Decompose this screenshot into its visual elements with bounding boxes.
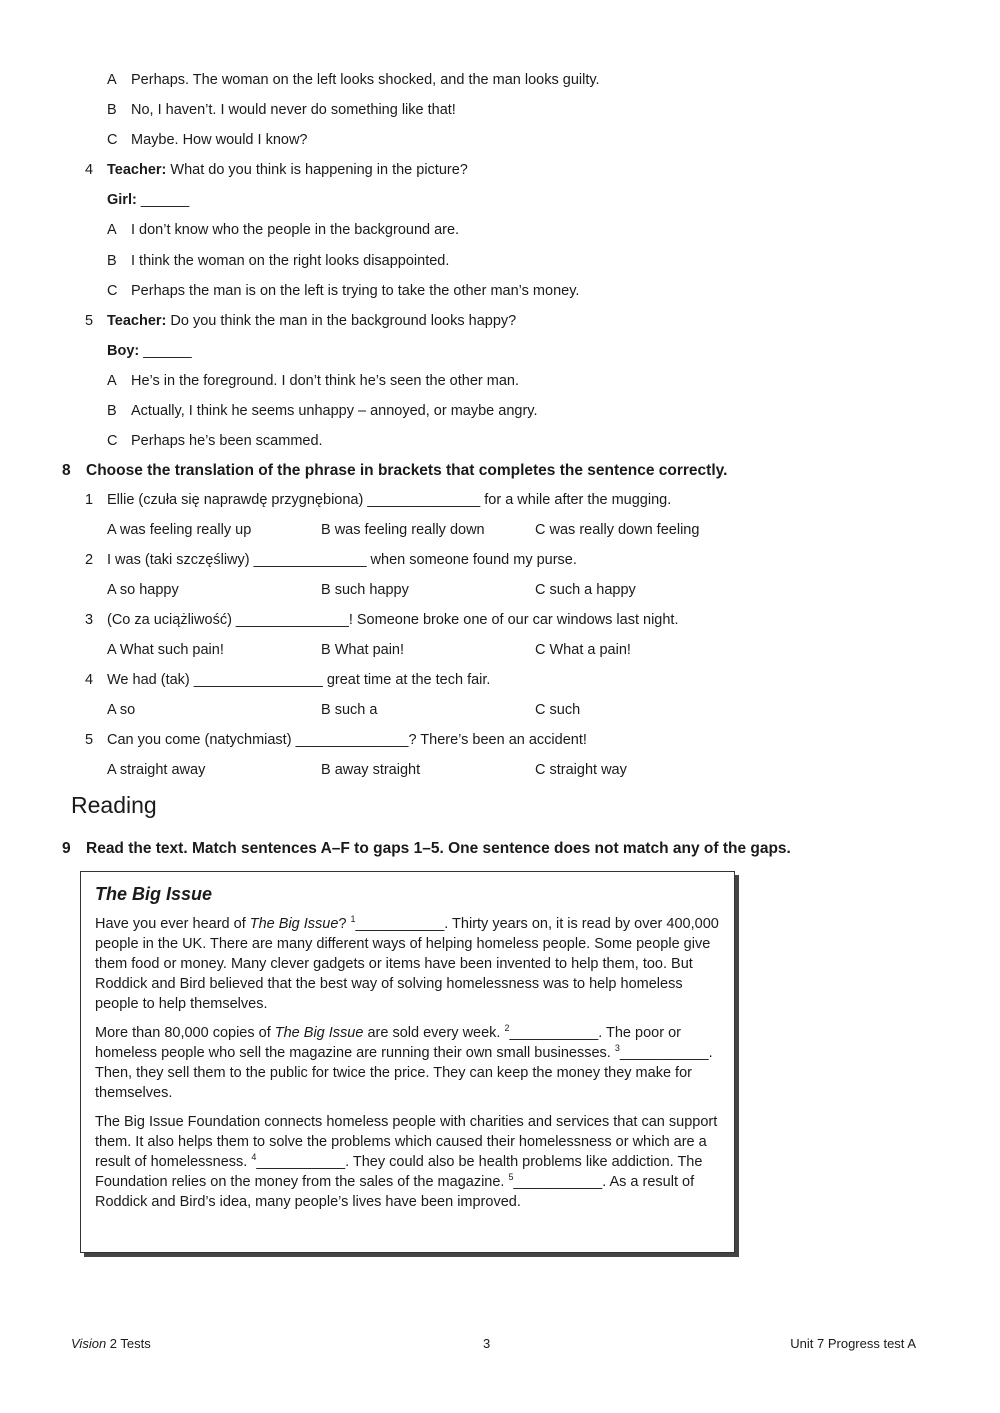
speaker: Teacher: xyxy=(107,313,167,329)
item-sentence: Ellie (czuła się naprawdę przygnębiona) ______________ for a while after the mugging. xyxy=(107,492,672,508)
q3-option-c xyxy=(107,132,308,148)
item-number: 5 xyxy=(85,732,94,748)
option-text: Perhaps the man is on the left is trying to take the other man’s money. xyxy=(131,283,580,299)
item-sentence: I was (taki szczęśliwy) ______________ when someone found my purse. xyxy=(107,552,577,568)
question-text: Do you think the man in the background looks happy? xyxy=(170,313,517,329)
q3-option-a xyxy=(107,72,600,88)
task-text: Read the text. Match sentences A–F to gaps 1–5. One sentence does not match any of the gaps. xyxy=(86,840,791,857)
option-letter: C xyxy=(107,132,118,148)
gap-blank[interactable]: ___________ xyxy=(256,1154,346,1170)
gap-number: 2 xyxy=(504,1023,510,1034)
q5-option-a xyxy=(107,373,519,389)
task8-item-1-option-c[interactable]: C was really down feeling xyxy=(535,522,700,538)
option-letter: C xyxy=(107,433,118,449)
question-number: 4 xyxy=(85,162,94,178)
article-paragraph-2 xyxy=(95,1023,723,1103)
answer-blank[interactable]: ______ xyxy=(140,192,190,208)
item-number: 1 xyxy=(85,492,94,508)
gap-blank[interactable]: ___________ xyxy=(509,1025,599,1041)
task8-item-3-option-c[interactable]: C What a pain! xyxy=(535,642,631,658)
q3-option-b xyxy=(107,102,456,118)
q5-option-c xyxy=(107,433,323,449)
text: . As a result of Roddick and Bird’s idea, many people’s lives have been improved. xyxy=(95,1174,695,1210)
answer-blank[interactable]: ______ xyxy=(143,343,192,359)
option-letter: A xyxy=(107,72,117,88)
task8-item-3-option-a[interactable]: A What such pain! xyxy=(107,642,224,658)
gap-number: 1 xyxy=(350,914,356,925)
text: are sold every week. xyxy=(363,1025,505,1041)
item-sentence: We had (tak) ________________ great time at the tech fair. xyxy=(107,672,491,688)
item-number: 2 xyxy=(85,552,94,568)
text: . They could also be health problems like addiction. The Foundation relies on the money from the sales of the magazine. xyxy=(95,1154,703,1190)
option-letter: B xyxy=(107,403,117,419)
option-text: Maybe. How would I know? xyxy=(131,132,308,148)
task8-item-4-option-b[interactable]: B such a xyxy=(321,702,378,718)
option-letter: A xyxy=(107,373,117,389)
magazine-title: The Big Issue xyxy=(274,1025,364,1041)
task-text: Choose the translation of the phrase in brackets that completes the sentence correctly. xyxy=(86,462,728,479)
task8-item-3-option-b[interactable]: B What pain! xyxy=(321,642,405,658)
book-title: Vision xyxy=(71,1336,107,1351)
speaker: Teacher: xyxy=(107,162,167,178)
gap-blank[interactable]: ___________ xyxy=(355,916,445,932)
question-text: What do you think is happening in the picture? xyxy=(170,162,468,178)
q5-question xyxy=(85,313,516,329)
item-sentence: Can you come (natychmiast) ______________? There’s been an accident! xyxy=(107,732,587,748)
page-number: 3 xyxy=(483,1336,491,1351)
q4-option-c xyxy=(107,283,579,299)
task8-item-1 xyxy=(85,492,671,508)
option-text: I don’t know who the people in the background are. xyxy=(131,222,460,238)
option-text: Perhaps he’s been scammed. xyxy=(131,433,323,449)
item-sentence: (Co za uciążliwość) ______________! Someone broke one of our car windows last night. xyxy=(107,612,679,628)
text: ? xyxy=(338,916,351,932)
q5-option-b xyxy=(107,403,538,419)
text: . Then, they sell them to the public for twice the price. They can keep the money they make for themselves. xyxy=(95,1045,713,1101)
task8-item-2-option-a[interactable]: A so happy xyxy=(107,582,179,598)
article-title: The Big Issue xyxy=(95,884,213,904)
task8-item-3 xyxy=(85,612,678,628)
option-text: I think the woman on the right looks disappointed. xyxy=(131,253,450,269)
task8-item-4-option-a[interactable]: A so xyxy=(107,702,136,718)
task8-instruction xyxy=(62,462,727,480)
footer-right: Unit 7 Progress test A xyxy=(790,1336,916,1351)
article-body xyxy=(95,884,723,1221)
option-text: Perhaps. The woman on the left looks shocked, and the man looks guilty. xyxy=(131,72,600,88)
gap-number: 3 xyxy=(614,1043,620,1054)
q4-option-a xyxy=(107,222,459,238)
option-letter: C xyxy=(107,283,118,299)
text: . Thirty years on, it is read by over 400,000 people in the UK. There are many different ways of helping homeless people. Some people give them food or money. Many clever gadgets or items have been invented to help them, too. But Roddick and Bird believed that the best way of solving homelessness was to help homeless people to help themselves. xyxy=(95,916,719,1012)
task8-item-2-option-c[interactable]: C such a happy xyxy=(535,582,636,598)
article-paragraph-3 xyxy=(95,1112,723,1212)
footer-left xyxy=(71,1336,151,1351)
gap-blank[interactable]: ___________ xyxy=(513,1174,603,1190)
task8-item-2-option-b[interactable]: B such happy xyxy=(321,582,409,598)
q5-response xyxy=(107,343,192,359)
q4-option-b xyxy=(107,253,449,269)
magazine-title: The Big Issue xyxy=(249,916,339,932)
option-letter: A xyxy=(107,222,117,238)
gap-number: 5 xyxy=(508,1172,514,1183)
q4-response xyxy=(107,192,189,208)
question-number: 5 xyxy=(85,313,94,329)
task8-item-1-option-a[interactable]: A was feeling really up xyxy=(107,522,252,538)
text: More than 80,000 copies of xyxy=(95,1025,275,1041)
option-text: No, I haven’t. I would never do something like that! xyxy=(131,102,456,118)
text: The Big Issue Foundation connects homeless people with charities and services that can support them. It also helps them to solve the problems which caused their homelessness or which are a result of homelessness. xyxy=(95,1114,718,1170)
task9-instruction xyxy=(62,840,791,858)
task8-item-5 xyxy=(85,732,587,748)
item-number: 3 xyxy=(85,612,94,628)
task8-item-2 xyxy=(85,552,577,568)
task8-item-5-option-b[interactable]: B away straight xyxy=(321,762,421,778)
article-paragraph-1 xyxy=(95,914,723,1014)
task8-item-4 xyxy=(85,672,490,688)
gap-blank[interactable]: ___________ xyxy=(619,1045,709,1061)
option-letter: B xyxy=(107,253,117,269)
task-number: 8 xyxy=(62,462,71,479)
option-text: He’s in the foreground. I don’t think he’s seen the other man. xyxy=(131,373,519,389)
item-number: 4 xyxy=(85,672,94,688)
text: . The poor or homeless people who sell the magazine are running their own small businesses. xyxy=(95,1025,681,1061)
task8-item-4-option-c[interactable]: C such xyxy=(535,702,581,718)
task8-item-1-option-b[interactable]: B was feeling really down xyxy=(321,522,485,538)
gap-number: 4 xyxy=(251,1152,257,1163)
task8-item-5-option-a[interactable]: A straight away xyxy=(107,762,206,778)
task8-item-5-option-c[interactable]: C straight way xyxy=(535,762,627,778)
section-heading: Reading xyxy=(71,792,157,818)
option-text: Actually, I think he seems unhappy – annoyed, or maybe angry. xyxy=(131,403,538,419)
option-letter: B xyxy=(107,102,117,118)
task-number: 9 xyxy=(62,840,71,857)
respondent: Boy: xyxy=(107,343,140,359)
book-subtitle: 2 Tests xyxy=(106,1336,151,1351)
text: Have you ever heard of xyxy=(95,916,250,932)
respondent: Girl: xyxy=(107,192,137,208)
q4-question xyxy=(85,162,468,178)
article-box xyxy=(80,871,735,1253)
